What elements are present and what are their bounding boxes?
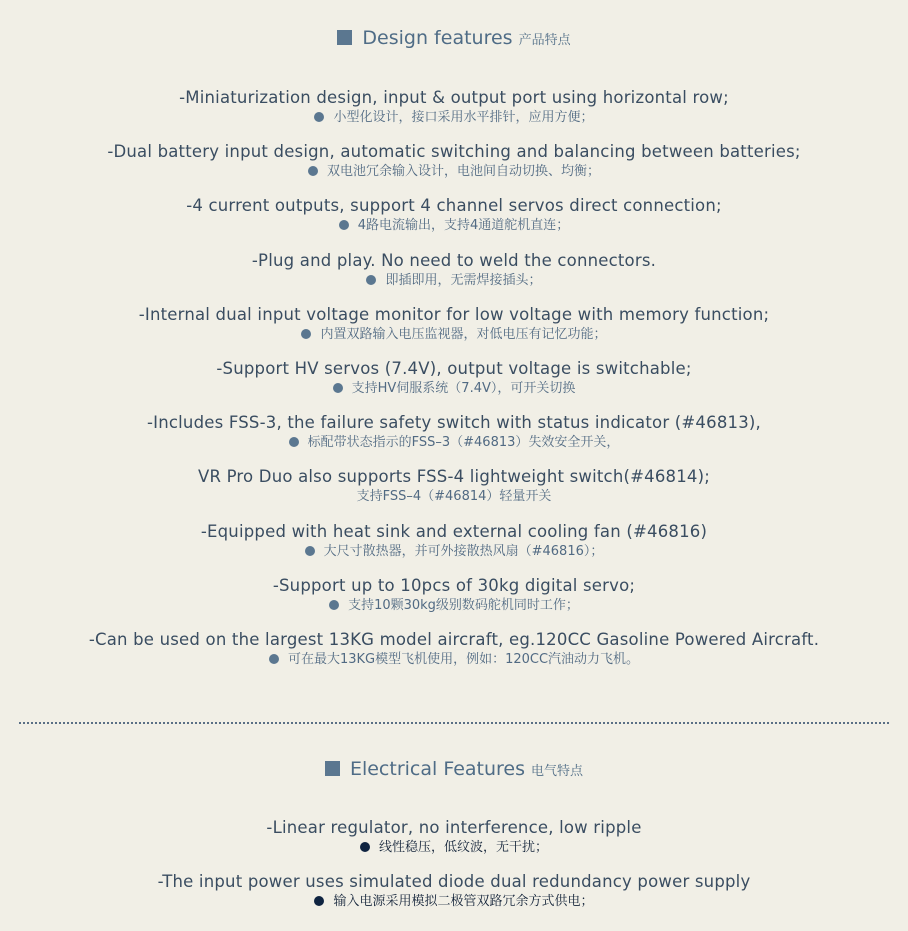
bullet-dot-icon bbox=[308, 166, 318, 176]
feature-item bbox=[0, 251, 908, 305]
feature-item bbox=[0, 359, 908, 413]
design-features-heading bbox=[0, 27, 908, 49]
feature-item bbox=[0, 576, 908, 630]
feature-text-en: -Linear regulator, no interference, low ripple bbox=[266, 818, 642, 837]
bullet-dot-icon bbox=[366, 275, 376, 285]
feature-text-en: -Includes FSS-3, the failure safety switch with status indicator (#46813), bbox=[146, 413, 761, 433]
electrical-features-list bbox=[0, 818, 908, 926]
feature-item bbox=[0, 413, 908, 467]
design-features-title-cn: 产品特点 bbox=[518, 33, 571, 48]
feature-item bbox=[0, 88, 908, 142]
feature-text-cn-line bbox=[0, 892, 908, 912]
bullet-dot-icon bbox=[333, 383, 343, 393]
feature-text-cn-line bbox=[0, 108, 908, 128]
feature-text-cn: 标配带状态指示的FSS–3（#46813）失效安全开关， bbox=[307, 435, 620, 451]
feature-text-cn: 支持HV伺服系统（7.4V），可开关切换 bbox=[351, 380, 576, 396]
bullet-dot-icon bbox=[360, 842, 370, 852]
feature-text-cn: 即插即用，无需焊接插头； bbox=[385, 272, 542, 288]
feature-text-cn: 大尺寸散热器，并可外接散热风扇（#46816）； bbox=[323, 543, 604, 559]
feature-text-cn: 4路电流输出，支持4通道舵机直连； bbox=[357, 218, 570, 234]
feature-text-cn: 小型化设计，接口采用水平排针，应用方便； bbox=[333, 110, 594, 125]
feature-text-cn-line bbox=[0, 650, 908, 670]
feature-text-cn-line bbox=[0, 379, 908, 399]
feature-text-en: -Can be used on the largest 13KG model aircraft, eg.120CC Gasoline Powered Aircraft. bbox=[88, 629, 820, 649]
feature-text-en: -Support HV servos (7.4V), output voltage is switchable; bbox=[216, 358, 692, 378]
feature-text-cn-line bbox=[0, 216, 908, 236]
bullet-dot-icon bbox=[329, 600, 339, 610]
feature-item bbox=[0, 467, 908, 521]
feature-item bbox=[0, 196, 908, 250]
feature-text-cn: 线性稳压，低纹波，无干扰； bbox=[378, 840, 548, 855]
feature-text-cn: 双电池冗余输入设计，电池间自动切换、均衡； bbox=[326, 164, 600, 180]
bullet-dot-icon bbox=[269, 654, 279, 664]
feature-text-cn-line bbox=[0, 433, 908, 453]
dotted-divider bbox=[19, 722, 889, 724]
feature-text-cn-line bbox=[0, 487, 908, 507]
bullet-dot-icon bbox=[289, 437, 299, 447]
electrical-features-title: Electrical Features bbox=[349, 758, 526, 780]
feature-text-cn: 支持10颗30kg级别数码舵机同时工作； bbox=[348, 597, 579, 613]
feature-text-cn: 支持FSS–4（#46814）轻量开关 bbox=[356, 489, 552, 505]
feature-text-en: -Support up to 10pcs of 30kg digital servo; bbox=[272, 575, 636, 595]
bullet-dot-icon bbox=[314, 112, 324, 122]
feature-text-en: -The input power uses simulated diode dual redundancy power supply bbox=[157, 872, 751, 891]
feature-text-en: -Internal dual input voltage monitor for low voltage with memory function; bbox=[138, 304, 770, 324]
feature-text-cn: 内置双路输入电压监视器，对低电压有记忆功能； bbox=[320, 326, 607, 342]
feature-text-cn-line bbox=[0, 325, 908, 345]
electrical-features-heading bbox=[0, 758, 908, 780]
design-features-title: Design features bbox=[362, 27, 513, 49]
feature-item bbox=[0, 818, 908, 872]
feature-text-en: -Dual battery input design, automatic switching and balancing between batteries; bbox=[107, 142, 801, 162]
feature-text-cn-line bbox=[0, 838, 908, 858]
feature-text-en: VR Pro Duo also supports FSS-4 lightweight switch(#46814); bbox=[197, 467, 711, 487]
design-features-list bbox=[0, 88, 908, 684]
feature-text-cn-line bbox=[0, 596, 908, 616]
feature-text-cn: 可在最大13KG模型飞机使用，例如：120CC汽油动力飞机。 bbox=[287, 651, 640, 667]
feature-text-cn-line bbox=[0, 162, 908, 182]
feature-item bbox=[0, 872, 908, 926]
feature-text-en: -Equipped with heat sink and external cooling fan (#46816) bbox=[200, 521, 708, 541]
bullet-dot-icon bbox=[305, 546, 315, 556]
bullet-dot-icon bbox=[339, 220, 349, 230]
electrical-features-title-cn: 电气特点 bbox=[531, 764, 584, 779]
feature-text-en: -Plug and play. No need to weld the connectors. bbox=[251, 250, 657, 270]
feature-item bbox=[0, 630, 908, 684]
square-bullet-icon bbox=[337, 30, 352, 45]
feature-text-en: -4 current outputs, support 4 channel servos direct connection; bbox=[186, 196, 722, 216]
feature-item bbox=[0, 305, 908, 359]
feature-text-cn-line bbox=[0, 542, 908, 562]
feature-text-en: -Miniaturization design, input & output port using horizontal row; bbox=[179, 88, 729, 107]
feature-item bbox=[0, 142, 908, 196]
feature-text-cn: 输入电源采用模拟二极管双路冗余方式供电； bbox=[333, 894, 594, 909]
bullet-dot-icon bbox=[301, 329, 311, 339]
feature-item bbox=[0, 522, 908, 576]
bullet-dot-icon bbox=[314, 896, 324, 906]
square-bullet-icon bbox=[325, 761, 340, 776]
feature-text-cn-line bbox=[0, 271, 908, 291]
